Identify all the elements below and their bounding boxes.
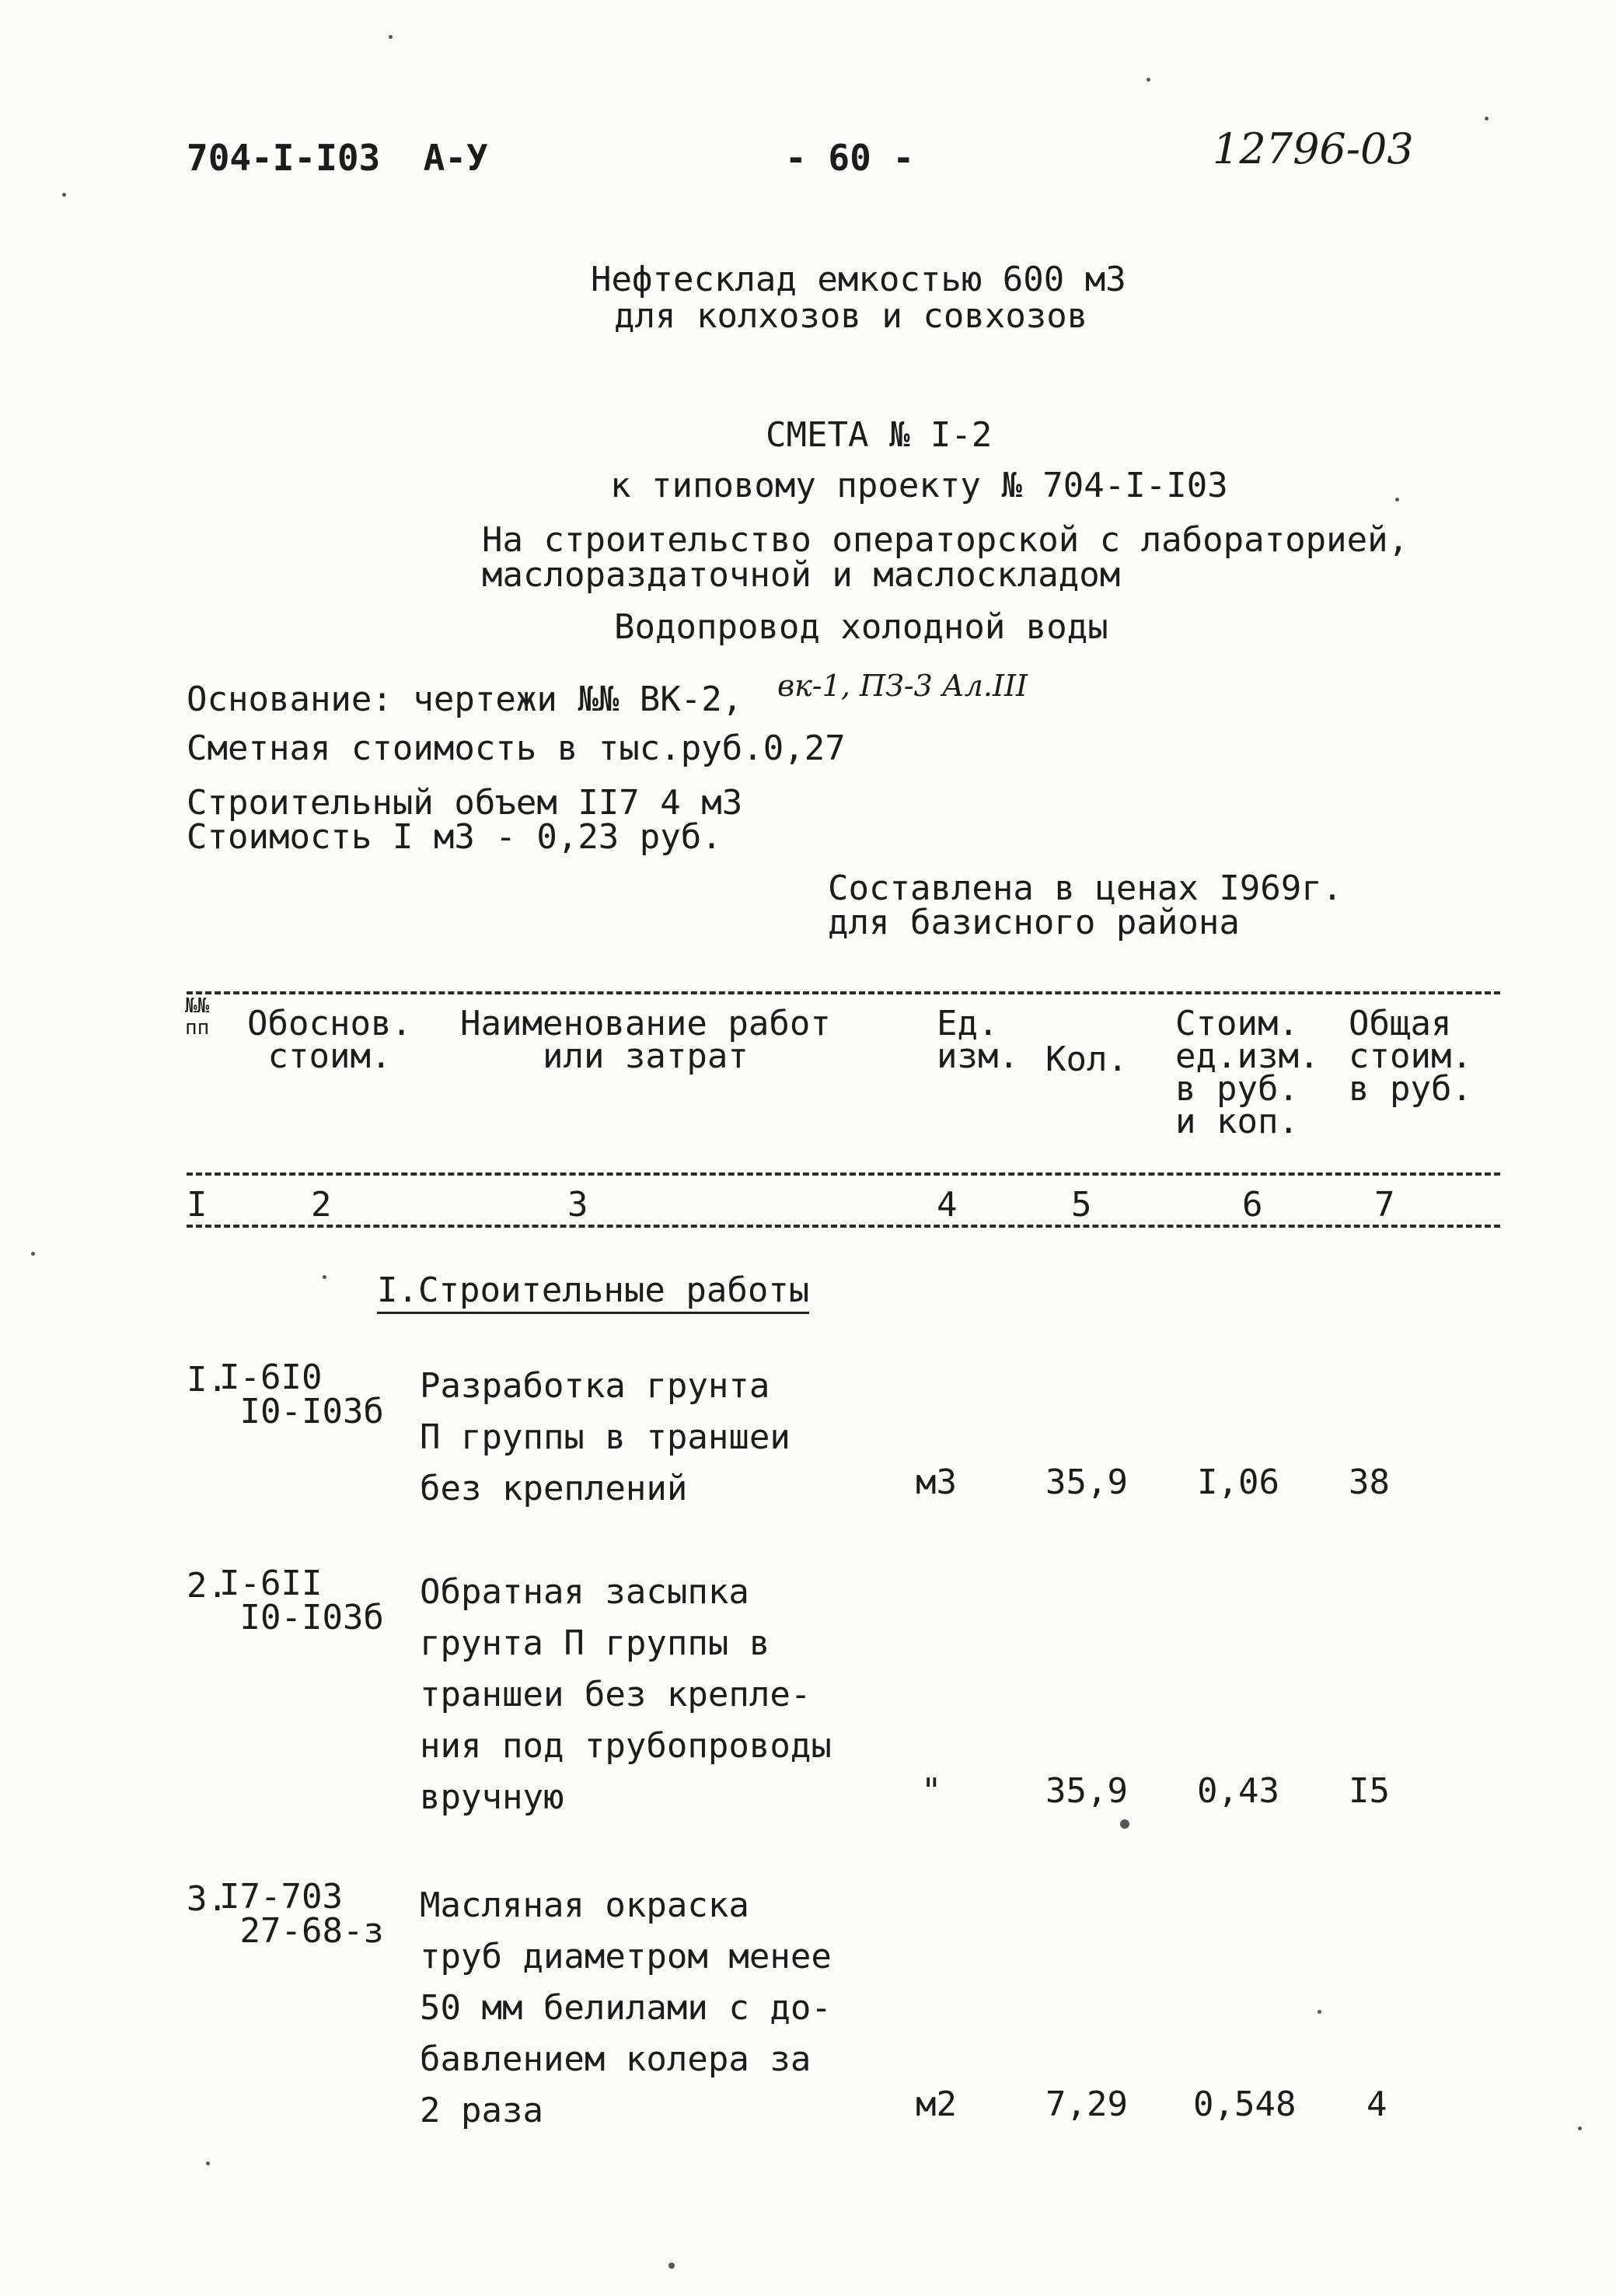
row-1-unit: м3 <box>916 1463 957 1502</box>
column-numbers-rule <box>187 1225 1500 1228</box>
row-3-basis: I7-703 27-68-з <box>219 1877 384 1951</box>
row-2-unit: " <box>921 1771 942 1811</box>
estimate-section: Водопровод холодной воды <box>614 607 1108 647</box>
header-col-number: №№ пп <box>185 994 210 1040</box>
row-1-qty: 35,9 <box>1045 1463 1128 1502</box>
column-number-7: 7 <box>1374 1185 1395 1225</box>
row-2-total: I5 <box>1349 1771 1390 1811</box>
scan-speck <box>389 35 393 39</box>
scan-speck <box>1395 498 1399 501</box>
row-1-total: 38 <box>1349 1463 1390 1502</box>
row-1-number: I. <box>187 1360 228 1400</box>
column-number-6: 6 <box>1242 1185 1263 1225</box>
title-line-1: Нефтесклад емкостью 600 м3 <box>591 260 1126 299</box>
scan-speck <box>31 1252 35 1256</box>
scan-speck <box>1578 2127 1582 2130</box>
row-3-number: 3. <box>187 1879 228 1919</box>
prices-note-2: для базисного района <box>828 903 1240 942</box>
header-col-qty: Кол. <box>1045 1040 1128 1079</box>
estimate-name: СМЕТА № I-2 <box>766 415 993 455</box>
row-2-number: 2. <box>187 1566 228 1606</box>
table-top-rule <box>187 991 1500 994</box>
row-2-qty: 35,9 <box>1045 1771 1128 1811</box>
handwritten-number: 12796-03 <box>1213 124 1414 173</box>
scan-speck <box>668 2263 675 2269</box>
scan-speck <box>1147 78 1150 82</box>
row-2-price: 0,43 <box>1197 1771 1279 1811</box>
table-header-rule <box>187 1172 1500 1176</box>
section-title: I.Строительные работы <box>377 1271 809 1310</box>
row-1-name: Разработка грунта П группы в траншеи без креплений <box>420 1366 791 1508</box>
row-2-name: Обратная засыпка грунта П группы в траншеи без крепле- ния под трубопроводы вручную <box>420 1572 832 1817</box>
column-number-4: 4 <box>937 1185 958 1225</box>
row-1-price: I,06 <box>1197 1463 1279 1502</box>
header-col-unit: Ед. изм. <box>937 1004 1019 1076</box>
estimate-purpose-2: маслораздаточной и маслоскладом <box>482 555 1121 595</box>
column-number-5: 5 <box>1071 1185 1092 1225</box>
header-col-price: Стоим. ед.изм. в руб. и коп. <box>1175 1004 1320 1141</box>
page-number: - 60 - <box>785 137 915 179</box>
column-number-2: 2 <box>311 1185 332 1225</box>
basis-label: Основание: чертежи №№ ВК-2, <box>187 680 743 719</box>
row-3-total: 4 <box>1366 2085 1387 2124</box>
estimate-purpose-1: На строительство операторской с лабораторией, <box>482 520 1409 560</box>
document-code: 704-I-I03 А-У <box>187 137 488 179</box>
column-number-3: 3 <box>567 1185 588 1225</box>
column-number-1: I <box>187 1185 208 1225</box>
row-3-unit: м2 <box>916 2085 957 2124</box>
estimated-cost: Сметная стоимость в тыс.руб.0,27 <box>187 729 846 768</box>
scan-speck <box>1485 117 1489 121</box>
header-col-basis: Обоснов. стоим. <box>247 1004 412 1076</box>
title-line-2: для колхозов и совхозов <box>614 296 1088 336</box>
unit-cost: Стоимость I м3 - 0,23 руб. <box>187 817 722 857</box>
scan-speck <box>1120 1819 1129 1829</box>
header-col-name: Наименование работ или затрат <box>460 1004 831 1076</box>
row-2-basis: I-6II I0-I03б <box>219 1564 384 1637</box>
building-volume: Строительный объем II7 4 м3 <box>187 783 743 823</box>
scan-speck <box>62 193 66 197</box>
row-3-name: Масляная окраска труб диаметром менее 50 мм белилами с до- бавлением колера за 2 раза <box>420 1885 832 2130</box>
prices-note-1: Составлена в ценах I969г. <box>828 868 1343 908</box>
scan-speck <box>323 1275 326 1279</box>
row-3-price: 0,548 <box>1193 2085 1297 2124</box>
estimate-project: к типовому проекту № 704-I-I03 <box>610 466 1228 505</box>
row-1-basis: I-6I0 I0-I03б <box>219 1358 384 1431</box>
row-3-qty: 7,29 <box>1045 2085 1128 2124</box>
scan-speck <box>206 2161 210 2165</box>
scan-speck <box>1318 2010 1321 2014</box>
header-col-total: Общая стоим. в руб. <box>1349 1004 1472 1109</box>
basis-handwritten: вк-1, ПЗ-3 Ал.III <box>777 669 1028 703</box>
